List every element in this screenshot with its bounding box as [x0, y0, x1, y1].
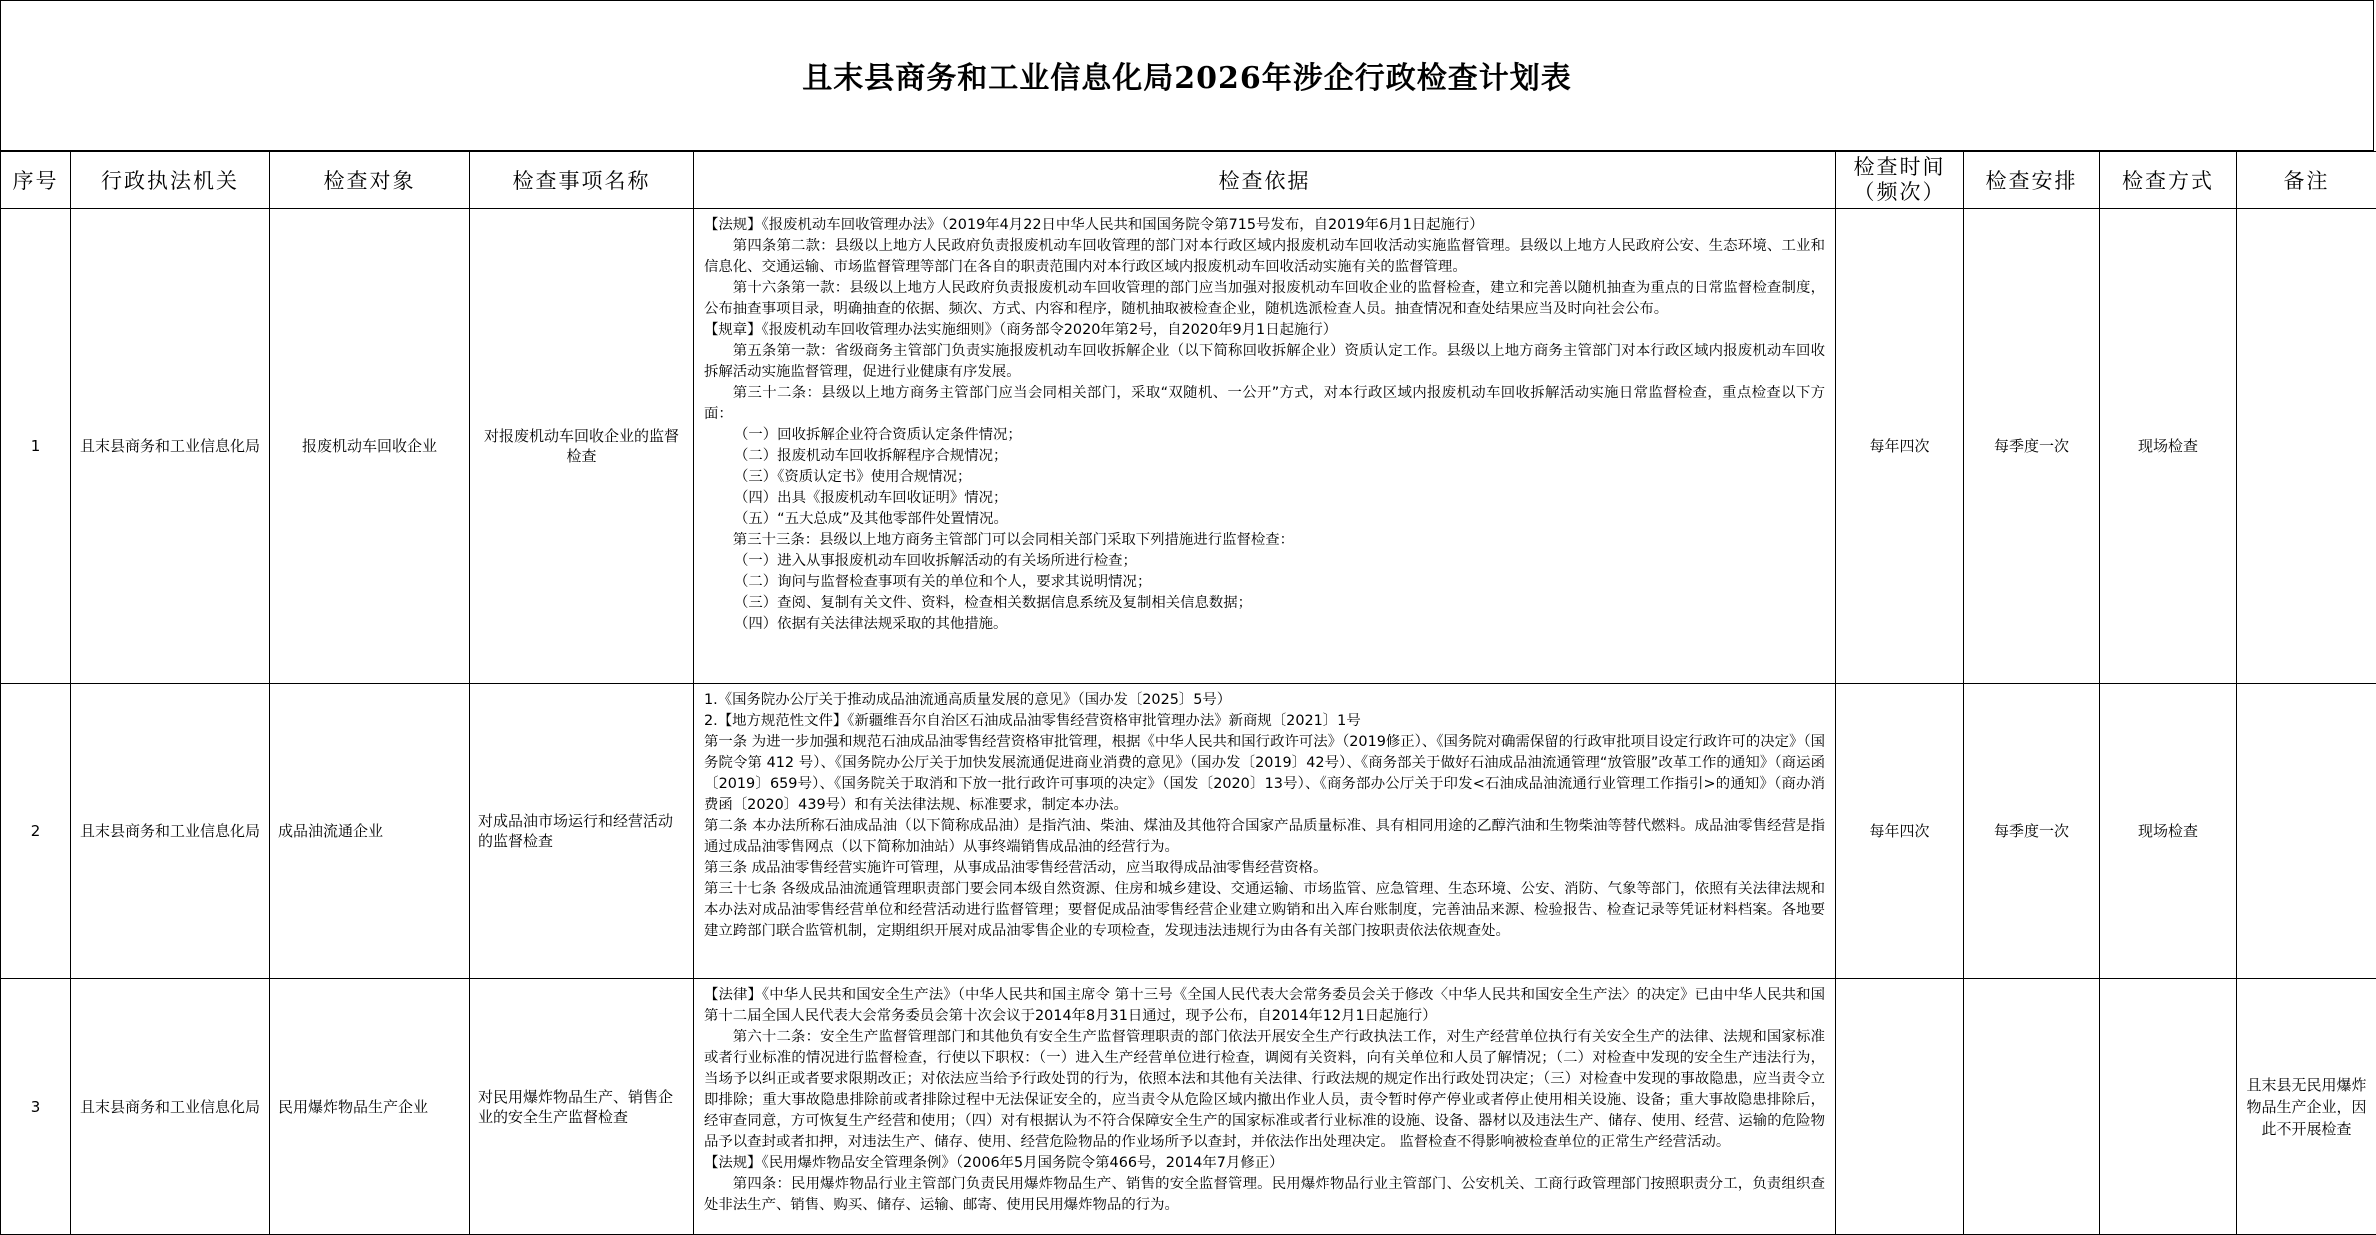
cell-seq: 1	[1, 209, 71, 684]
table-row	[1, 209, 2376, 684]
table-row	[1, 684, 2376, 979]
basis-para: 2.【地方规范性文件】《新疆维吾尔自治区石油成品油零售经营资格审批管理办法》新商规〔2021〕1号	[704, 711, 1825, 732]
basis-para: 第五条第一款：省级商务主管部门负责实施报废机动车回收拆解企业（以下简称回收拆解企业）资质认定工作。县级以上地方商务主管部门对本行政区域内报废机动车回收拆解活动实施监督管理，促进行业健康有序发展。	[704, 341, 1825, 383]
basis-para: （五）“五大总成”及其他零部件处置情况。	[704, 509, 1825, 530]
basis-para: 第三十二条：县级以上地方商务主管部门应当会同相关部门，采取“双随机、一公开”方式，对本行政区域内报废机动车回收拆解活动实施日常监督检查，重点检查以下方面：	[704, 383, 1825, 425]
cell-basis	[694, 209, 1836, 684]
sheet-title: 且末县商务和工业信息化局2026年涉企行政检查计划表	[1, 53, 2373, 97]
header-time	[1836, 152, 1964, 209]
basis-para: （一）进入从事报废机动车回收拆解活动的有关场所进行检查；	[704, 551, 1825, 572]
basis-para: 【法规】《报废机动车回收管理办法》（2019年4月22日中华人民共和国国务院令第715号发布，自2019年6月1日起施行）	[704, 215, 1825, 236]
basis-para: （四）依据有关法律法规采取的其他措施。	[704, 614, 1825, 635]
header-target: 检查对象	[270, 152, 470, 209]
basis-para: （一）回收拆解企业符合资质认定条件情况；	[704, 425, 1825, 446]
basis-para: （三）查阅、复制有关文件、资料，检查相关数据信息系统及复制相关信息数据；	[704, 593, 1825, 614]
basis-para: 第三十七条 各级成品油流通管理职责部门要会同本级自然资源、住房和城乡建设、交通运输、市场监管、应急管理、生态环境、公安、消防、气象等部门，依照有关法律法规和本办法对成品油零售经营单位和经营活动进行监督管理；要督促成品油零售经营企业建立购销和出入库台账制度，完善油品来源、检验报告、检查记录等凭证材料档案。各地要建立跨部门联合监管机制，定期组织开展对成品油零售企业的专项检查，发现违法违规行为由各有关部门按职责依法依规查处。	[704, 879, 1825, 942]
basis-para: 【法律】《中华人民共和国安全生产法》（中华人民共和国主席令 第十三号《全国人民代表大会常务委员会关于修改〈中华人民共和国安全生产法〉的决定》已由中华人民共和国第十二届全国人民代表大会常务委员会第十次会议于2014年8月31日通过，现予公布，自2014年12月1日起施行）	[704, 985, 1825, 1027]
cell-remark	[2237, 684, 2376, 979]
basis-para: 第三十三条：县级以上地方商务主管部门可以会同相关部门采取下列措施进行监督检查：	[704, 530, 1825, 551]
cell-basis	[694, 979, 1836, 1235]
cell-method	[2100, 979, 2237, 1235]
basis-para: 第一条 为进一步加强和规范石油成品油零售经营资格审批管理，根据《中华人民共和国行政许可法》（2019修正）、《国务院对确需保留的行政审批项目设定行政许可的决定》（国务院令第 412 号）、《国务院办公厅关于加快发展流通促进商业消费的意见》（国办发〔2019〕42号）、《商务部关于做好石油成品油流通管理“放管服”改革工作的通知》（商运函〔2019〕659号）、《国务院关于取消和下放一批行政许可事项的决定》（国发〔2020〕13号）、《商务部办公厅关于印发<石油成品油流通行业管理工作指引>的通知》（商办消费函〔2020〕439号）和有关法律法规、标准要求，制定本办法。	[704, 732, 1825, 816]
basis-para: （二）询问与监督检查事项有关的单位和个人，要求其说明情况；	[704, 572, 1825, 593]
cell-target: 报废机动车回收企业	[270, 209, 470, 684]
inspection-plan-table	[0, 151, 2376, 1235]
cell-arrangement: 每季度一次	[1964, 684, 2100, 979]
cell-target: 成品油流通企业	[270, 684, 470, 979]
header-time-line2: （频次）	[1836, 180, 1963, 205]
cell-basis	[694, 684, 1836, 979]
header-time-line1: 检查时间	[1836, 155, 1963, 180]
header-row	[1, 152, 2376, 209]
basis-para: （二）报废机动车回收拆解程序合规情况；	[704, 446, 1825, 467]
table-row	[1, 979, 2376, 1235]
cell-agency: 且末县商务和工业信息化局	[71, 684, 270, 979]
basis-para: 第十六条第一款：县级以上地方人民政府负责报废机动车回收管理的部门应当加强对报废机动车回收企业的监督检查，建立和完善以随机抽查为重点的日常监督检查制度，公布抽查事项目录，明确抽查的依据、频次、方式、内容和程序，随机抽取被检查企业，随机选派检查人员。抽查情况和查处结果应当及时向社会公布。	[704, 278, 1825, 320]
header-agency: 行政执法机关	[71, 152, 270, 209]
basis-para: 【规章】《报废机动车回收管理办法实施细则》（商务部令2020年第2号，自2020年9月1日起施行）	[704, 320, 1825, 341]
cell-seq: 2	[1, 684, 71, 979]
cell-method: 现场检查	[2100, 209, 2237, 684]
basis-para: 第四条：民用爆炸物品行业主管部门负责民用爆炸物品生产、销售的安全监督管理。民用爆炸物品行业主管部门、公安机关、工商行政管理部门按照职责分工，负责组织查处非法生产、销售、购买、储存、运输、邮寄、使用民用爆炸物品的行为。	[704, 1174, 1825, 1216]
cell-arrangement	[1964, 979, 2100, 1235]
basis-para: 第三条 成品油零售经营实施许可管理，从事成品油零售经营活动，应当取得成品油零售经营资格。	[704, 858, 1825, 879]
basis-para: 【法规】《民用爆炸物品安全管理条例》（2006年5月国务院令第466号，2014年7月修正）	[704, 1153, 1825, 1174]
cell-time: 每年四次	[1836, 209, 1964, 684]
cell-target: 民用爆炸物品生产企业	[270, 979, 470, 1235]
cell-time: 每年四次	[1836, 684, 1964, 979]
basis-para: 第二条 本办法所称石油成品油（以下简称成品油）是指汽油、柴油、煤油及其他符合国家产品质量标准、具有相同用途的乙醇汽油和生物柴油等替代燃料。成品油零售经营是指通过成品油零售网点（以下简称加油站）从事终端销售成品油的经营行为。	[704, 816, 1825, 858]
basis-para: （三）《资质认定书》使用合规情况；	[704, 467, 1825, 488]
cell-method: 现场检查	[2100, 684, 2237, 979]
cell-remark	[2237, 209, 2376, 684]
cell-arrangement: 每季度一次	[1964, 209, 2100, 684]
header-remark: 备注	[2237, 152, 2376, 209]
cell-remark: 且末县无民用爆炸物品生产企业，因此不开展检查	[2237, 979, 2376, 1235]
header-item-name: 检查事项名称	[470, 152, 694, 209]
cell-agency: 且末县商务和工业信息化局	[71, 979, 270, 1235]
header-method: 检查方式	[2100, 152, 2237, 209]
title-banner	[0, 0, 2374, 151]
header-arrangement: 检查安排	[1964, 152, 2100, 209]
cell-agency: 且末县商务和工业信息化局	[71, 209, 270, 684]
basis-para: （四）出具《报废机动车回收证明》情况；	[704, 488, 1825, 509]
basis-para: 1.《国务院办公厅关于推动成品油流通高质量发展的意见》（国办发〔2025〕5号）	[704, 690, 1825, 711]
cell-seq: 3	[1, 979, 71, 1235]
header-seq: 序号	[1, 152, 71, 209]
header-basis: 检查依据	[694, 152, 1836, 209]
basis-para: 第六十二条：安全生产监督管理部门和其他负有安全生产监督管理职责的部门依法开展安全生产行政执法工作，对生产经营单位执行有关安全生产的法律、法规和国家标准或者行业标准的情况进行监督检查，行使以下职权：（一）进入生产经营单位进行检查，调阅有关资料，向有关单位和人员了解情况；（二）对检查中发现的安全生产违法行为，当场予以纠正或者要求限期改正；对依法应当给予行政处罚的行为，依照本法和其他有关法律、行政法规的规定作出行政处罚决定；（三）对检查中发现的事故隐患，应当责令立即排除；重大事故隐患排除前或者排除过程中无法保证安全的，应当责令从危险区域内撤出作业人员，责令暂时停产停业或者停止使用相关设施、设备；重大事故隐患排除后，经审查同意，方可恢复生产经营和使用；（四）对有根据认为不符合保障安全生产的国家标准或者行业标准的设施、设备、器材以及违法生产、储存、使用、经营、运输的危险物品予以查封或者扣押，对违法生产、储存、使用、经营危险物品的作业场所予以查封，并依法作出处理决定。 监督检查不得影响被检查单位的正常生产经营活动。	[704, 1027, 1825, 1153]
cell-item-name: 对民用爆炸物品生产、销售企业的安全生产监督检查	[470, 979, 694, 1235]
cell-time	[1836, 979, 1964, 1235]
basis-para: 第四条第二款：县级以上地方人民政府负责报废机动车回收管理的部门对本行政区域内报废机动车回收活动实施监督管理。县级以上地方人民政府公安、生态环境、工业和信息化、交通运输、市场监督管理等部门在各自的职责范围内对本行政区域内报废机动车回收活动实施有关的监督管理。	[704, 236, 1825, 278]
cell-item-name: 对报废机动车回收企业的监督检查	[470, 209, 694, 684]
cell-item-name: 对成品油市场运行和经营活动的监督检查	[470, 684, 694, 979]
